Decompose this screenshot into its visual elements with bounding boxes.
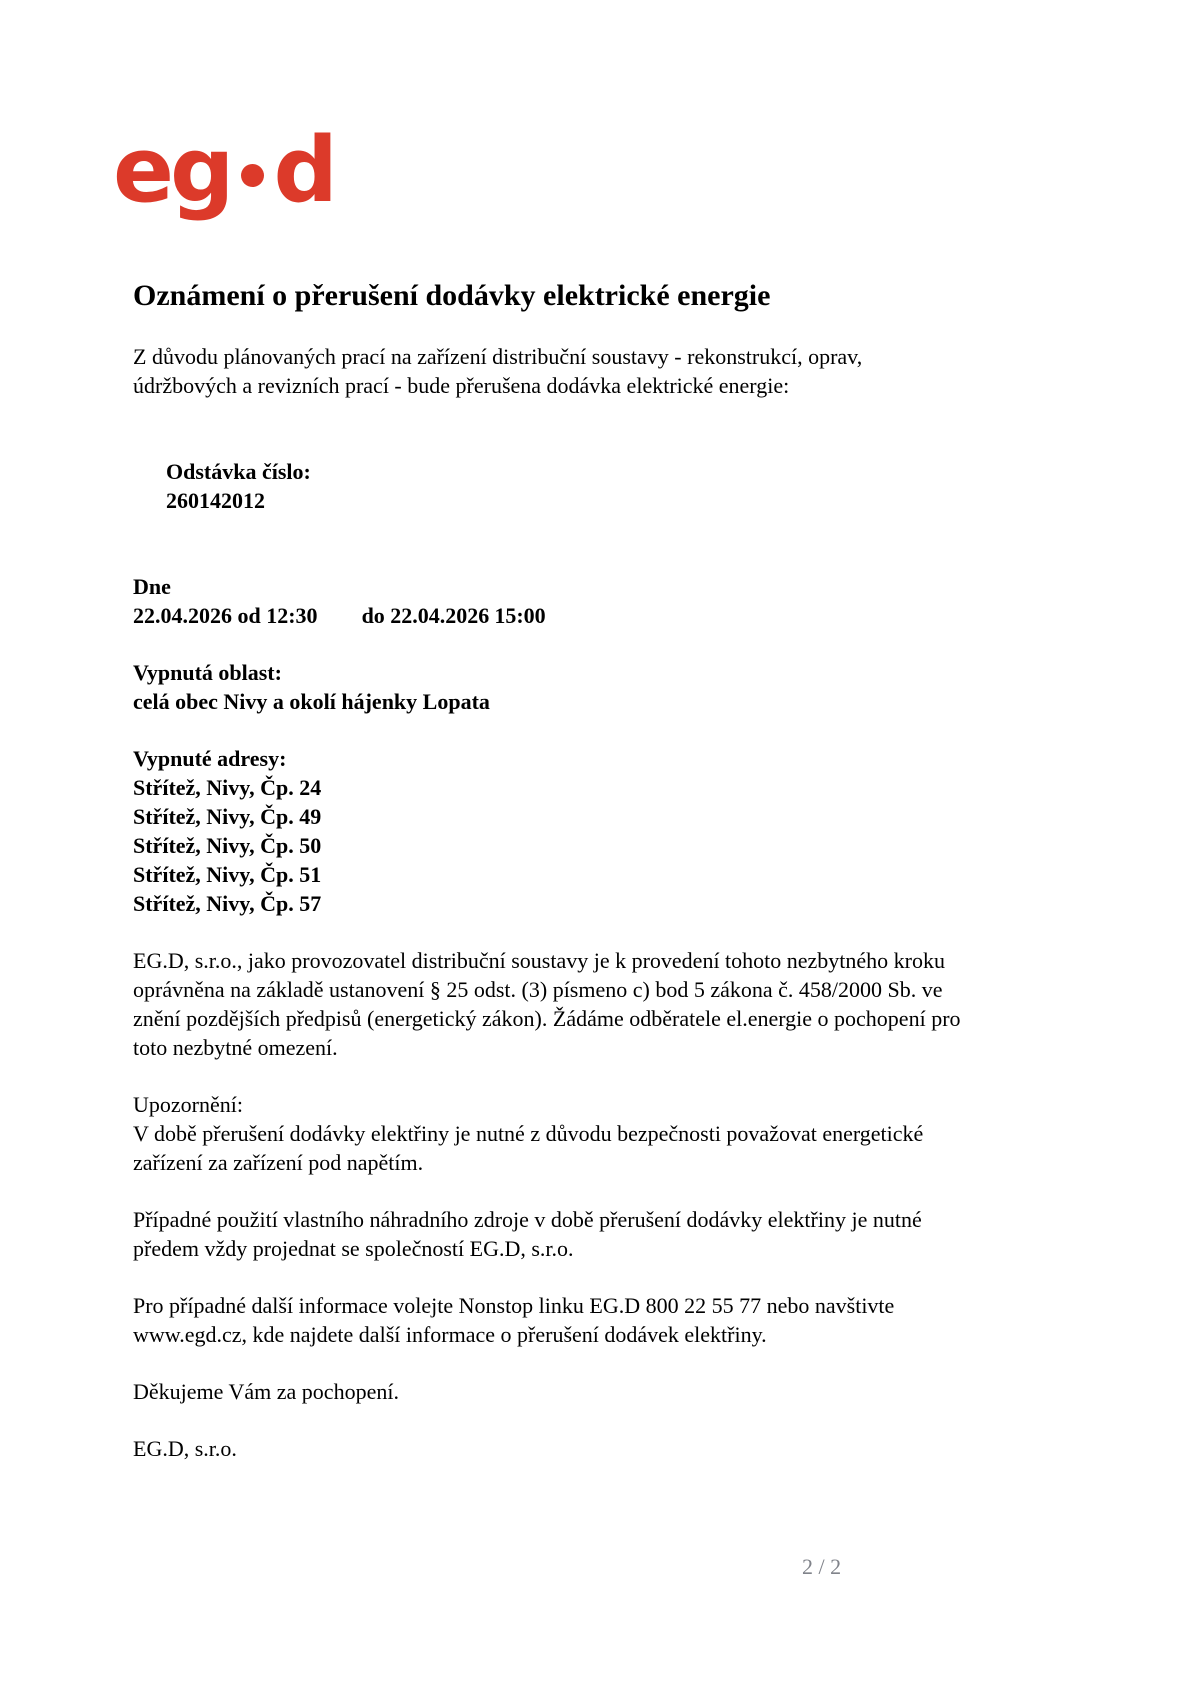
signature-line: EG.D, s.r.o. [133, 1436, 237, 1461]
paragraph-line: předem vždy projednat se společností EG.D, s.r.o. [133, 1236, 574, 1261]
egd-logo [113, 118, 1065, 226]
paragraph-line: EG.D, s.r.o., jako provozovatel distribuční soustavy je k provedení tohoto nezbytného kroku [133, 948, 946, 973]
schedule-gap [318, 601, 362, 630]
outage-number-label: Odstávka číslo: [166, 459, 311, 484]
addresses-label: Vypnuté adresy: [133, 746, 287, 771]
paragraph-line: Pro případné další informace volejte Nonstop linku EG.D 800 22 55 77 nebo navštivte [133, 1293, 895, 1318]
address-item: Střítež, Nivy, Čp. 50 [133, 833, 322, 858]
area-section [133, 658, 1065, 716]
logo-dot-icon [241, 164, 264, 187]
schedule-dates [133, 601, 1065, 630]
paragraph-line: Z důvodu plánovaných prací na zařízení distribuční soustavy - rekonstrukcí, oprav, [133, 344, 863, 369]
address-item: Střítež, Nivy, Čp. 49 [133, 804, 322, 829]
area-value: celá obec Nivy a okolí hájenky Lopata [133, 689, 490, 714]
schedule-from: 22.04.2026 od 12:30 [133, 603, 318, 628]
paragraph-line: údržbových a revizních prací - bude přerušena dodávka elektrické energie: [133, 373, 790, 398]
schedule-label: Dne [133, 574, 171, 599]
schedule-to-time: 15:00 [494, 603, 546, 628]
page-number: 2 / 2 [802, 1554, 842, 1579]
address-item: Střítež, Nivy, Čp. 24 [133, 775, 322, 800]
thanks-line: Děkujeme Vám za pochopení. [133, 1379, 399, 1404]
paragraph-line: znění pozdějších předpisů (energetický zákon). Žádáme odběratele el.energie o pochopení pro [133, 1006, 961, 1031]
legal-paragraph [133, 946, 1065, 1062]
warning-section [133, 1090, 1065, 1177]
addresses-list [133, 773, 1065, 918]
warning-text [133, 1119, 1065, 1177]
logo-text-d: d [273, 118, 334, 223]
area-label: Vypnutá oblast: [133, 660, 282, 685]
address-item: Střítež, Nivy, Čp. 57 [133, 891, 322, 916]
outage-number-value: 260142012 [166, 488, 265, 513]
schedule-section [133, 572, 1065, 630]
paragraph-line: V době přerušení dodávky elektřiny je nutné z důvodu bezpečnosti považovat energetické [133, 1121, 924, 1146]
paragraph-line: oprávněna na základě ustanovení § 25 odst. (3) písmeno c) bod 5 zákona č. 458/2000 Sb. ve [133, 977, 943, 1002]
warning-label: Upozornění: [133, 1092, 243, 1117]
addresses-section [133, 744, 1065, 918]
schedule-to: do 22.04.2026 [361, 603, 490, 628]
outage-number-line [133, 428, 1065, 544]
intro-paragraph [133, 342, 1065, 400]
address-item: Střítež, Nivy, Čp. 51 [133, 862, 322, 887]
page-title: Oznámení o přerušení dodávky elektrické energie [133, 279, 771, 312]
generator-paragraph [133, 1205, 1065, 1263]
contact-paragraph [133, 1291, 1065, 1349]
document-content [113, 118, 1065, 1463]
paragraph-line: Případné použití vlastního náhradního zdroje v době přerušení dodávky elektřiny je nutné [133, 1207, 922, 1232]
paragraph-line: zařízení za zařízení pod napětím. [133, 1150, 424, 1175]
logo-text-eg: eg [113, 118, 231, 223]
paragraph-line: toto nezbytné omezení. [133, 1035, 338, 1060]
paragraph-line: www.egd.cz, kde najdete další informace o přerušení dodávek elektřiny. [133, 1322, 767, 1347]
